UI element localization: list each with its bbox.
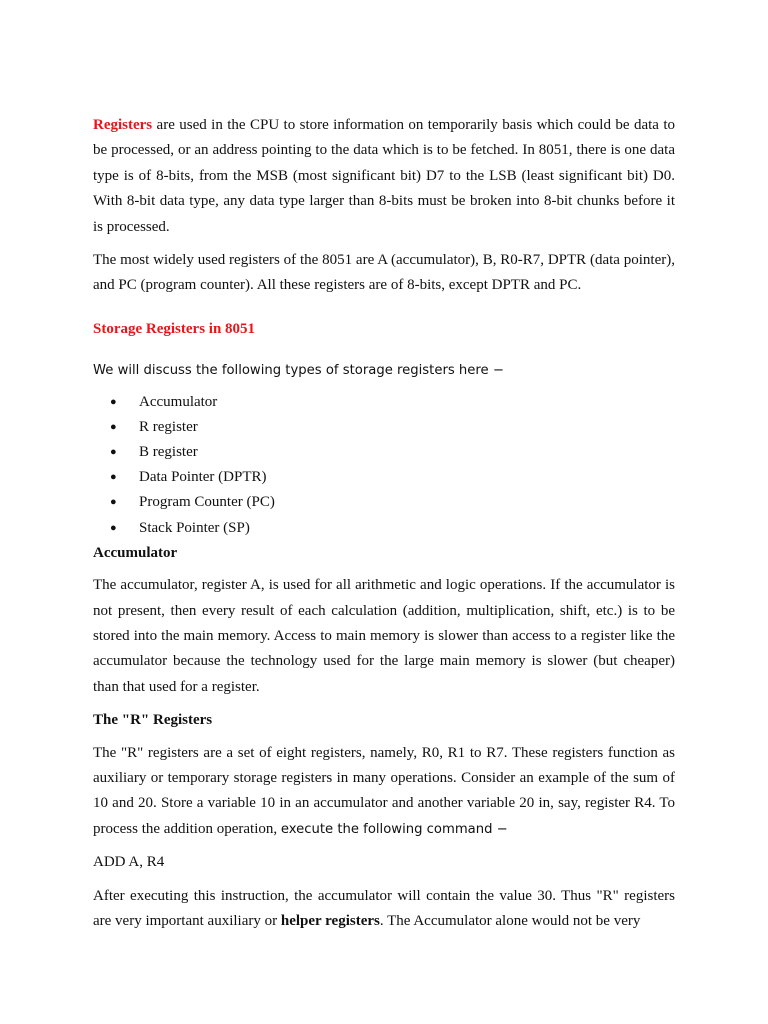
register-types-list	[93, 390, 675, 541]
document-page	[93, 113, 675, 934]
list-item: ● R register	[93, 415, 675, 440]
list-item: ● B register	[93, 440, 675, 465]
bullet-icon: ●	[110, 496, 117, 509]
bullet-icon: ●	[110, 521, 117, 534]
bullet-icon: ●	[110, 471, 117, 484]
command-example: ADD A, R4	[93, 854, 165, 871]
list-item: ● Stack Pointer (SP)	[93, 516, 675, 541]
r-registers-paragraph: The "R" registers are a set of eight registers, namely, R0, R1 to R7. These registers function as auxiliary or temporary storage registers in many operations. Consider an example of the sum of 10 and 20. Store a variable 10 in an accumulator and another variable 20 in, say, register R4. To process the addition operation, execute the following command −	[93, 744, 675, 837]
accumulator-heading: Accumulator	[93, 544, 178, 561]
bullet-icon: ●	[110, 420, 117, 433]
registers-term: Registers	[93, 117, 153, 133]
list-item: ● Data Pointer (DPTR)	[93, 465, 675, 490]
after-execution-paragraph: After executing this instruction, the accumulator will contain the value 30. Thus "R" registers are very important auxiliary or helper registers. The Accumulator alone would not be very	[93, 887, 675, 930]
list-item: ● Program Counter (PC)	[93, 490, 675, 515]
bullet-icon: ●	[110, 446, 117, 459]
storage-registers-heading: Storage Registers in 8051	[93, 320, 256, 337]
registers-list-paragraph: The most widely used registers of the 8051 are A (accumulator), B, R0-R7, DPTR (data pointer), and PC (program counter). All these registers are of 8-bits, except DPTR and PC.	[93, 252, 675, 294]
list-item: ● Accumulator	[93, 390, 675, 415]
helper-registers-term: helper registers	[280, 913, 380, 930]
r-registers-heading: The "R" Registers	[93, 712, 213, 729]
bullet-icon: ●	[110, 395, 117, 408]
intro-text: are used in the CPU to store information on temporarily basis which could be data to be processed, or an address pointing to the data which is to be fetched. In 8051, there is one data type is of 8-bits, from the MSB (most significant bit) D7 to the LSB (least significant bit) D0. With 8-bit data type, any data type larger than 8-bits must be broken into 8-bit chunks before it is processed.	[93, 117, 675, 235]
storage-intro: We will discuss the following types of storage registers here −	[93, 363, 504, 379]
command-lead: execute the following command −	[280, 821, 508, 837]
accumulator-paragraph: The accumulator, register A, is used for all arithmetic and logic operations. If the accumulator is not present, then every result of each calculation (addition, multiplication, shift, etc.) is to be stored into the main memory. Access to main memory is slower than access to a register like the accumulator because the technology used for the large main memory is slower (but cheaper) than that used for a register.	[93, 577, 675, 695]
intro-paragraph	[93, 113, 675, 240]
